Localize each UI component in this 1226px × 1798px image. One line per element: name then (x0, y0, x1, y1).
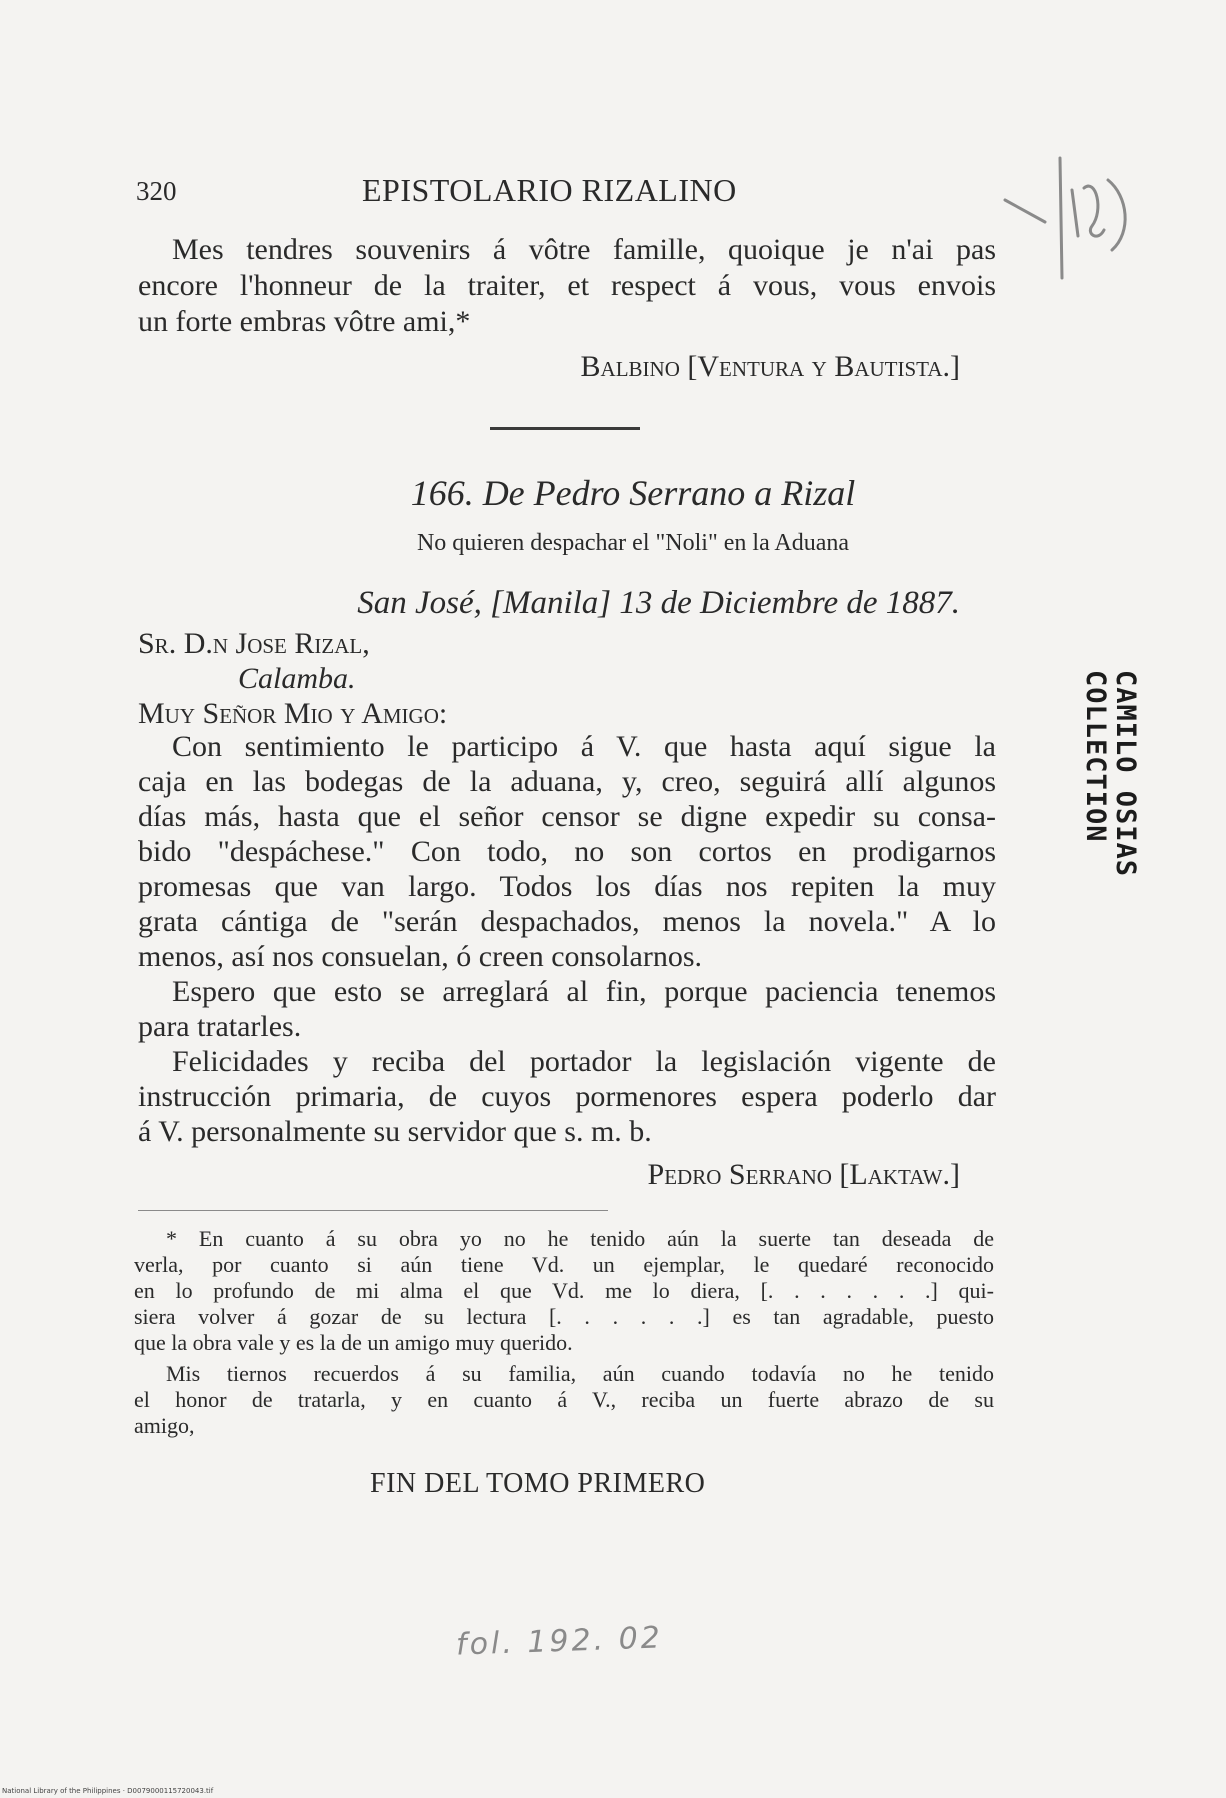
footnote-p1-line-5: que la obra vale y es la de un amigo muy querido. (134, 1330, 573, 1355)
letter-p3-line-1: Felicidades y reciba del portador la legislación vigente de (172, 1045, 996, 1078)
addressee-place: Calamba. (238, 662, 356, 695)
section-divider (490, 427, 640, 430)
prev-letter-line-2: encore l'honneur de la traiter, et respect á vous, vous envois (138, 269, 996, 302)
letter-p2-line-2: para tratarles. (138, 1010, 302, 1043)
footnote-p2-line-3: amigo, (134, 1413, 195, 1438)
footnote-p1-line-1: * En cuanto á su obra yo no he tenido aún la suerte tan deseada de (166, 1226, 994, 1251)
footnote-p2-line-1: Mis tiernos recuerdos á su familia, aún cuando todavía no he tenido (166, 1361, 994, 1386)
page-number: 320 (136, 176, 177, 206)
collection-stamp (1060, 670, 1141, 878)
letter-p3-line-2: instrucción primaria, de cuyos pormenores espera poderlo dar (138, 1080, 996, 1113)
running-title: EPISTOLARIO RIZALINO (362, 172, 737, 208)
prev-letter-line-3: un forte embras vôtre ami,* (138, 305, 471, 338)
letter-subtitle: No quieren despachar el "Noli" en la Aduana (416, 530, 850, 556)
letter-p1-line-5: promesas que van largo. Todos los días nos repiten la muy (138, 870, 996, 903)
footnote-rule (138, 1210, 608, 1211)
prev-letter-line-1: Mes tendres souvenirs á vôtre famille, quoique je n'ai pas (172, 233, 996, 266)
prev-letter-signature: Balbino [Ventura y Bautista.] (580, 350, 960, 383)
stamp-line-2: COLLECTION (1080, 670, 1111, 843)
letter-p1-line-6: grata cántiga de "serán despachados, menos la novela." A lo (138, 905, 996, 938)
letter-place-date: San José, [Manila] 13 de Diciembre de 1887. (357, 585, 960, 621)
scan-credit: National Library of the Philippines · D0079000115720043.tif (2, 1787, 214, 1795)
handwritten-mark-icon (1000, 150, 1150, 290)
letter-p1-line-3: días más, hasta que el señor censor se digne expedir su consa- (138, 800, 996, 833)
salutation: Muy Señor Mio y Amigo: (138, 697, 448, 730)
letter-p2-line-1: Espero que esto se arreglará al fin, porque paciencia tenemos (172, 975, 996, 1008)
end-note: FIN DEL TOMO PRIMERO (370, 1468, 706, 1499)
letter-p3-line-3: á V. personalmente su servidor que s. m. b. (138, 1115, 652, 1148)
footnote-p2-line-2: el honor de tratarla, y en cuanto á V., reciba un fuerte abrazo de su (134, 1387, 994, 1412)
letter-p1-line-1: Con sentimiento le participo á V. que hasta aquí sigue la (172, 730, 996, 763)
footnote-p1-line-2: verla, por cuanto si aún tiene Vd. un ejemplar, le quedaré reconocido (134, 1252, 994, 1277)
letter-p1-line-4: bido "despáchese." Con todo, no son cortos en prodigarnos (138, 835, 996, 868)
letter-title: 166. De Pedro Serrano a Rizal (410, 473, 856, 513)
letter-signature: Pedro Serrano [Laktaw.] (647, 1158, 960, 1191)
stamp-line-1: CAMILO OSIAS (1110, 670, 1141, 878)
footnote-p1-line-4: siera volver á gozar de su lectura [. . . . . .] es tan agradable, puesto (134, 1304, 994, 1329)
letter-p1-line-7: menos, así nos consuelan, ó creen consolarnos. (138, 940, 703, 973)
handwritten-note: fol. 192. 02 (455, 1620, 664, 1663)
footnote-p1-line-3: en lo profundo de mi alma el que Vd. me lo diera, [. . . . . . .] qui- (134, 1278, 994, 1303)
addressee-name: Sr. D.n Jose Rizal, (138, 627, 370, 660)
letter-p1-line-2: caja en las bodegas de la aduana, y, creo, seguirá allí algunos (138, 765, 996, 798)
